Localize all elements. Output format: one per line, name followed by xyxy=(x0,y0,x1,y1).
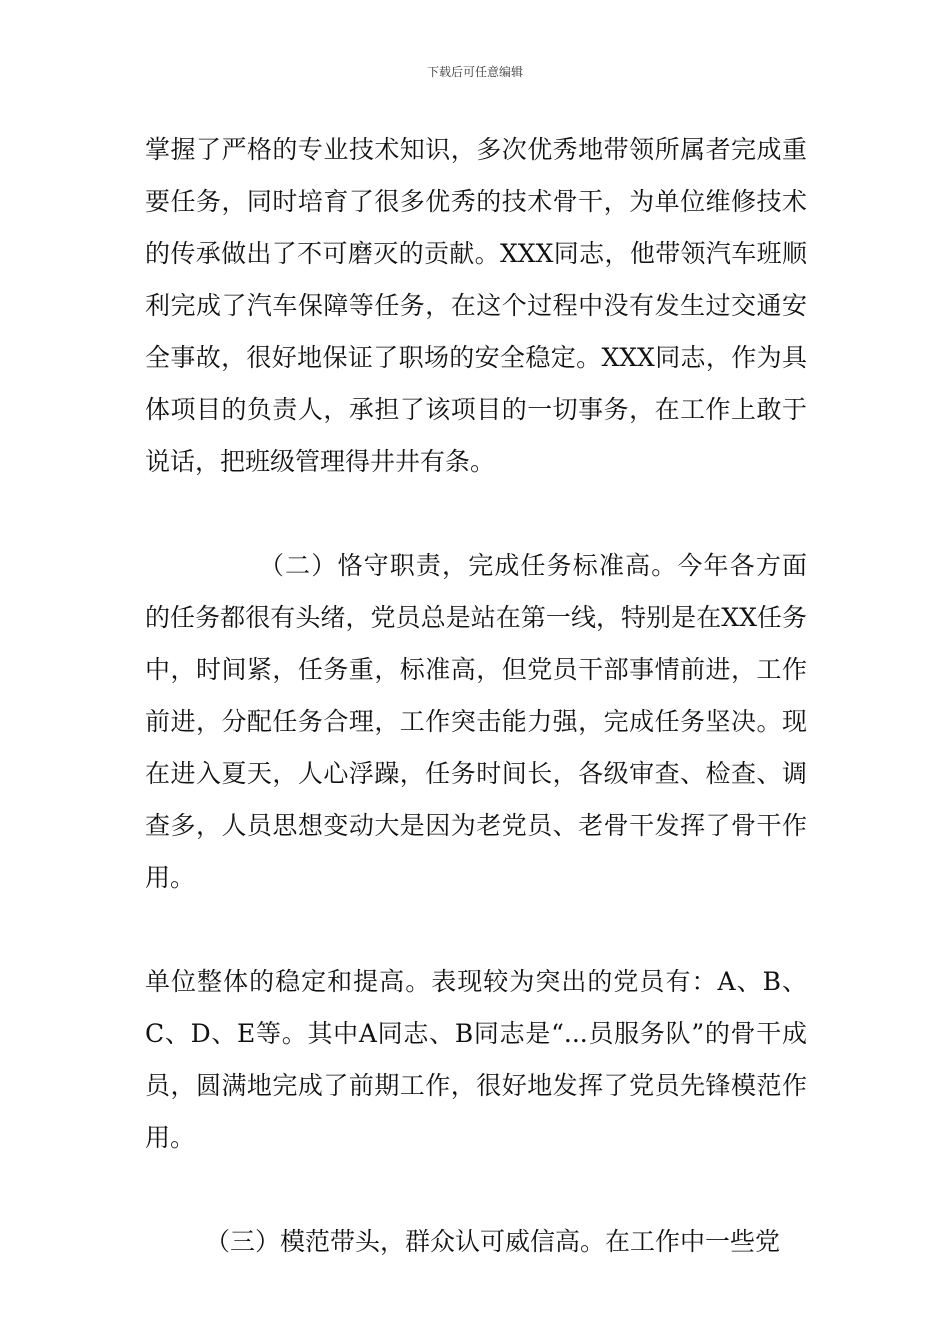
page-header-note: 下载后可任意编辑 xyxy=(426,65,523,79)
paragraph-2: （二）恪守职责，完成任务标准高。今年各方面的任务都很有头绪，党员总是站在第一线，特别是在XX任务中，时间紧，任务重，标准高，但党员干部事情前进，工作前进，分配任务合理，工作突击能力强，完成任务坚决。现在进入夏天，人心浮躁，任务时间长，各级审查、检查、调查多，人员思想变动大是因为老党员、老骨干发挥了骨干作用。 xyxy=(145,551,807,892)
paragraph-4: （三）模范带头，群众认可威信高。在工作中一些党 xyxy=(205,1227,781,1256)
document-body xyxy=(145,124,807,1268)
paragraph-1: 掌握了严格的专业技术知识，多次优秀地带领所属者完成重要任务，同时培育了很多优秀的技术骨干，为单位维修技术的传承做出了不可磨灭的贡献。XXX同志，他带领汽车班顺利完成了汽车保障等任务，在这个过程中没有发生过交通安全事故，很好地保证了职场的安全稳定。XXX同志，作为具体项目的负责人，承担了该项目的一切事务，在工作上敢于说话，把班级管理得井井有条。 xyxy=(145,135,807,476)
paragraph-3: 单位整体的稳定和提高。表现较为突出的党员有：A、B、C、D、E等。其中A同志、B同志是“...员服务队”的骨干成员，圆满地完成了前期工作，很好地发挥了党员先锋模范作用。 xyxy=(145,967,807,1152)
